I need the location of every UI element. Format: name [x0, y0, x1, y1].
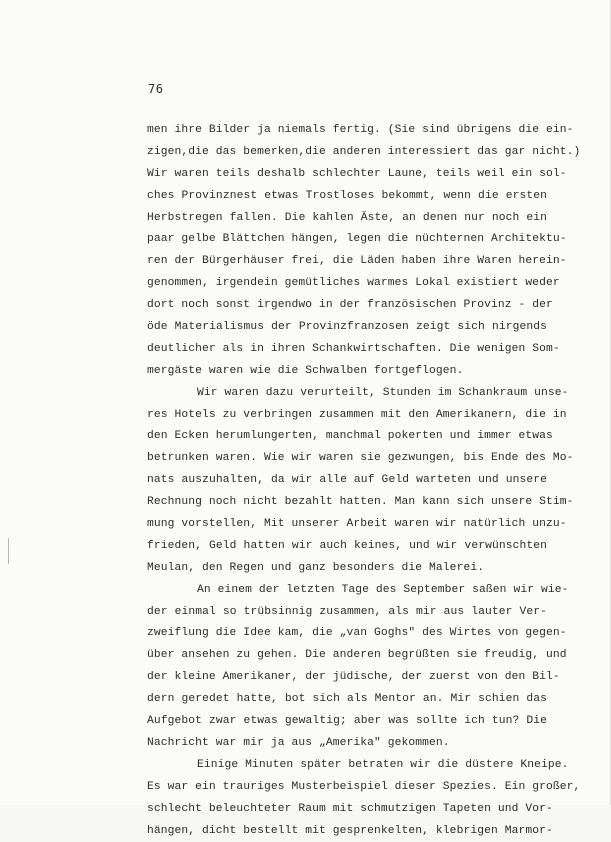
text-line: öde Materialismus der Provinzfranzosen zeigt sich nirgends [147, 317, 547, 339]
text-line: frieden, Geld hatten wir auch keines, und wir verwünschten [147, 536, 547, 558]
text-line: ren der Bürgerhäuser frei, die Läden haben ihre Waren herein- [147, 251, 547, 273]
text-line: Rechnung noch nicht bezahlt hatten. Man kann sich unsere Stim- [147, 492, 547, 514]
text-line: zigen,die das bemerken,die anderen interessiert das gar nicht.) [147, 142, 547, 164]
text-line: men ihre Bilder ja niemals fertig. (Sie sind übrigens die ein- [147, 120, 547, 142]
text-line: paar gelbe Blättchen hängen, legen die nüchternen Architektu- [147, 229, 547, 251]
text-line: hängen, dicht bestellt mit gesprenkelten, klebrigen Marmor- [147, 821, 547, 842]
text-line: den Ecken herumlungerten, manchmal pokerten und immer etwas [147, 426, 547, 448]
text-line: mergäste waren wie die Schwalben fortgeflogen. [147, 361, 547, 383]
text-line: betrunken waren. Wie wir waren sie gezwungen, bis Ende des Mo- [147, 448, 547, 470]
text-line: genommen, irgendein gemütliches warmes Lokal existiert weder [147, 273, 547, 295]
margin-mark [8, 538, 9, 564]
text-line: Herbstregen fallen. Die kahlen Äste, an denen nur noch ein [147, 208, 547, 230]
text-line: dern geredet hatte, bot sich als Mentor an. Mir schien das [147, 689, 547, 711]
text-line: Einige Minuten später betraten wir die düstere Kneipe. [147, 755, 547, 777]
text-line: nats auszuhalten, da wir alle auf Geld warteten und unsere [147, 470, 547, 492]
text-line: der kleine Amerikaner, der jüdische, der zuerst von den Bil- [147, 667, 547, 689]
text-line: mung vorstellen, Mit unserer Arbeit waren wir natürlich unzu- [147, 514, 547, 536]
page-number: 76 [148, 82, 163, 96]
text-line: schlecht beleuchteter Raum mit schmutzigen Tapeten und Vor- [147, 799, 547, 821]
text-line: ches Provinznest etwas Trostloses bekommt, wenn die ersten [147, 186, 547, 208]
text-line: Meulan, den Regen und ganz besonders die Malerei. [147, 558, 547, 580]
text-line: Aufgebot zwar etwas gewaltig; aber was sollte ich tun? Die [147, 711, 547, 733]
text-line: über ansehen zu gehen. Die anderen begrüßten sie freudig, und [147, 645, 547, 667]
text-line: Nachricht war mir ja aus „Amerika" gekommen. [147, 733, 547, 755]
text-line: deutlicher als in ihren Schankwirtschaften. Die wenigen Som- [147, 339, 547, 361]
text-line: Wir waren teils deshalb schlechter Laune, teils weil ein sol- [147, 164, 547, 186]
text-line: zweiflung die Idee kam, die „van Goghs" des Wirtes von gegen- [147, 623, 547, 645]
body-text [147, 120, 547, 842]
text-line: Wir waren dazu verurteilt, Stunden im Schankraum unse- [147, 383, 547, 405]
text-line: der einmal so trübsinnig zusammen, als mir aus lauter Ver- [147, 602, 547, 624]
text-line: An einem der letzten Tage des September saßen wir wie- [147, 580, 547, 602]
text-line: res Hotels zu verbringen zusammen mit den Amerikanern, die in [147, 405, 547, 427]
text-line: dort noch sonst irgendwo in der französischen Provinz - der [147, 295, 547, 317]
text-line: Es war ein trauriges Musterbeispiel dieser Spezies. Ein großer, [147, 777, 547, 799]
